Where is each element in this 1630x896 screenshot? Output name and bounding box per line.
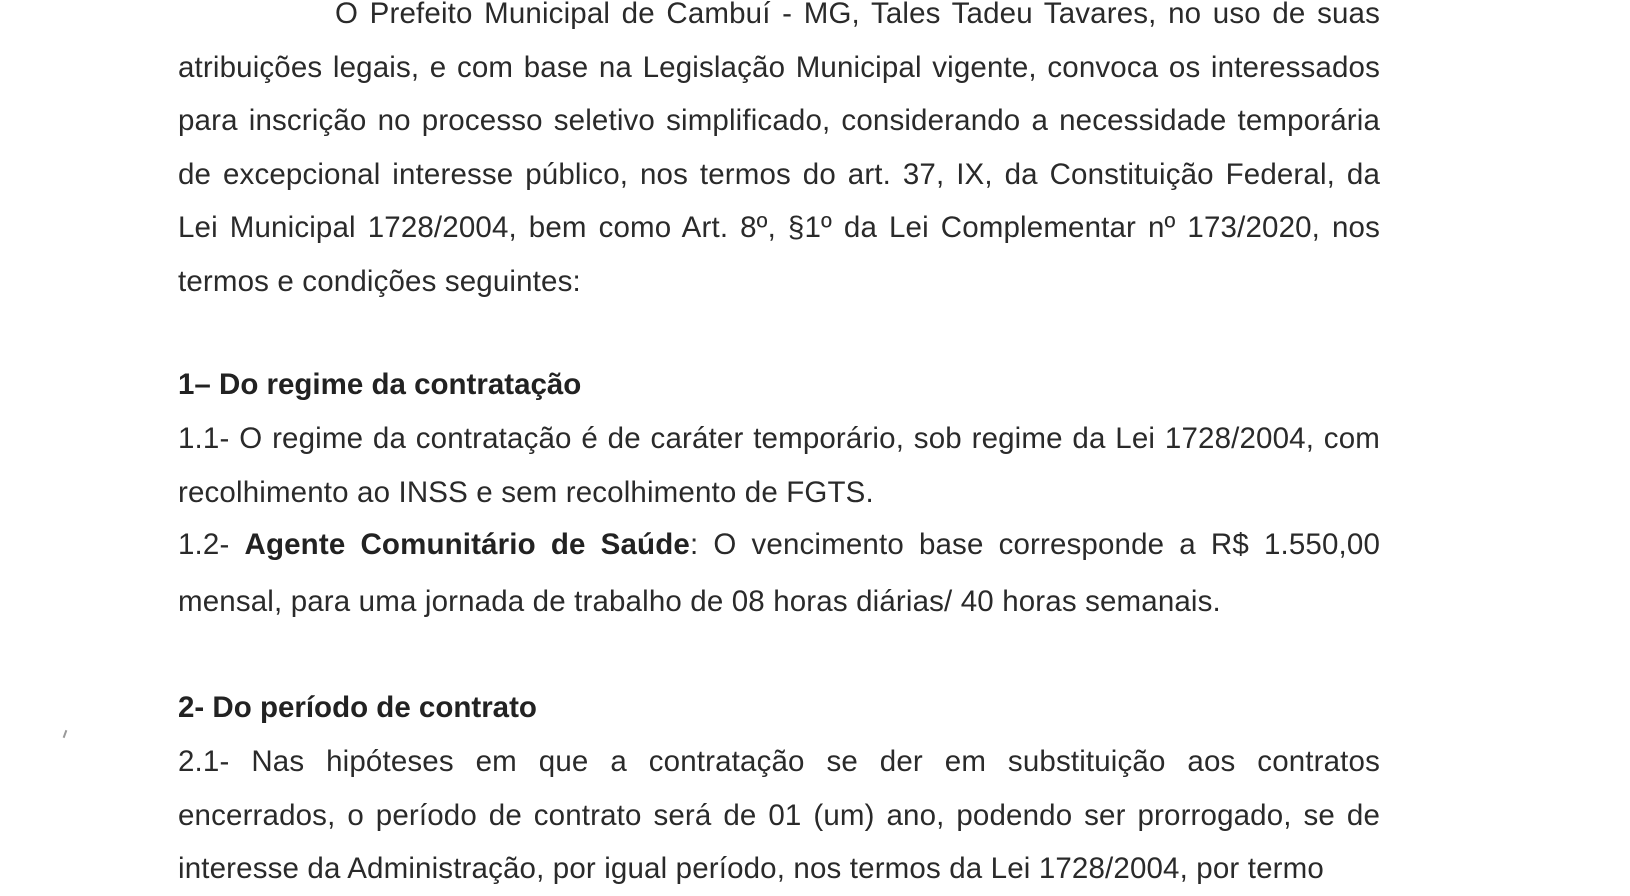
item-1-2-prefix: 1.2- [178, 528, 245, 561]
item-1-1-paragraph: 1.1- O regime da contratação é de caráter temporário, sob regime da Lei 1728/2004, com recolhimento ao INSS e sem recolhimento de FGTS. [178, 422, 1380, 509]
item-1-2-rest: : O vencimento base corresponde a R$ 1.550,00 mensal, para uma jornada de trabalho de 08 horas diárias/ 40 horas semanais. [178, 528, 1381, 618]
section-2-heading: 2- Do período de contrato [178, 691, 537, 724]
item-2-1-paragraph: 2.1- Nas hipóteses em que a contratação se der em substituição aos contratos encerrados, o período de contrato será de 01 (um) ano, podendo ser prorrogado, se de interesse da Administração, por igual período, nos termos da Lei 1728/2004, por termo [178, 745, 1380, 885]
section-1-heading: 1– Do regime da contratação [178, 368, 582, 401]
scan-mark [63, 730, 68, 738]
item-1-2-paragraph [178, 516, 1380, 630]
item-1-2-bold-term: Agente Comunitário de Saúde [244, 528, 690, 561]
intro-paragraph: O Prefeito Municipal de Cambuí - MG, Tales Tadeu Tavares, no uso de suas atribuições legais, e com base na Legislação Municipal vigente, convoca os interessados para inscrição no processo seletivo simplificado, considerando a necessidade temporária de excepcional interesse público, nos termos do art. 37, IX, da Constituição Federal, da Lei Municipal 1728/2004, bem como Art. 8º, §1º da Lei Complementar nº 173/2020, nos termos e condições seguintes: [178, 0, 1380, 298]
